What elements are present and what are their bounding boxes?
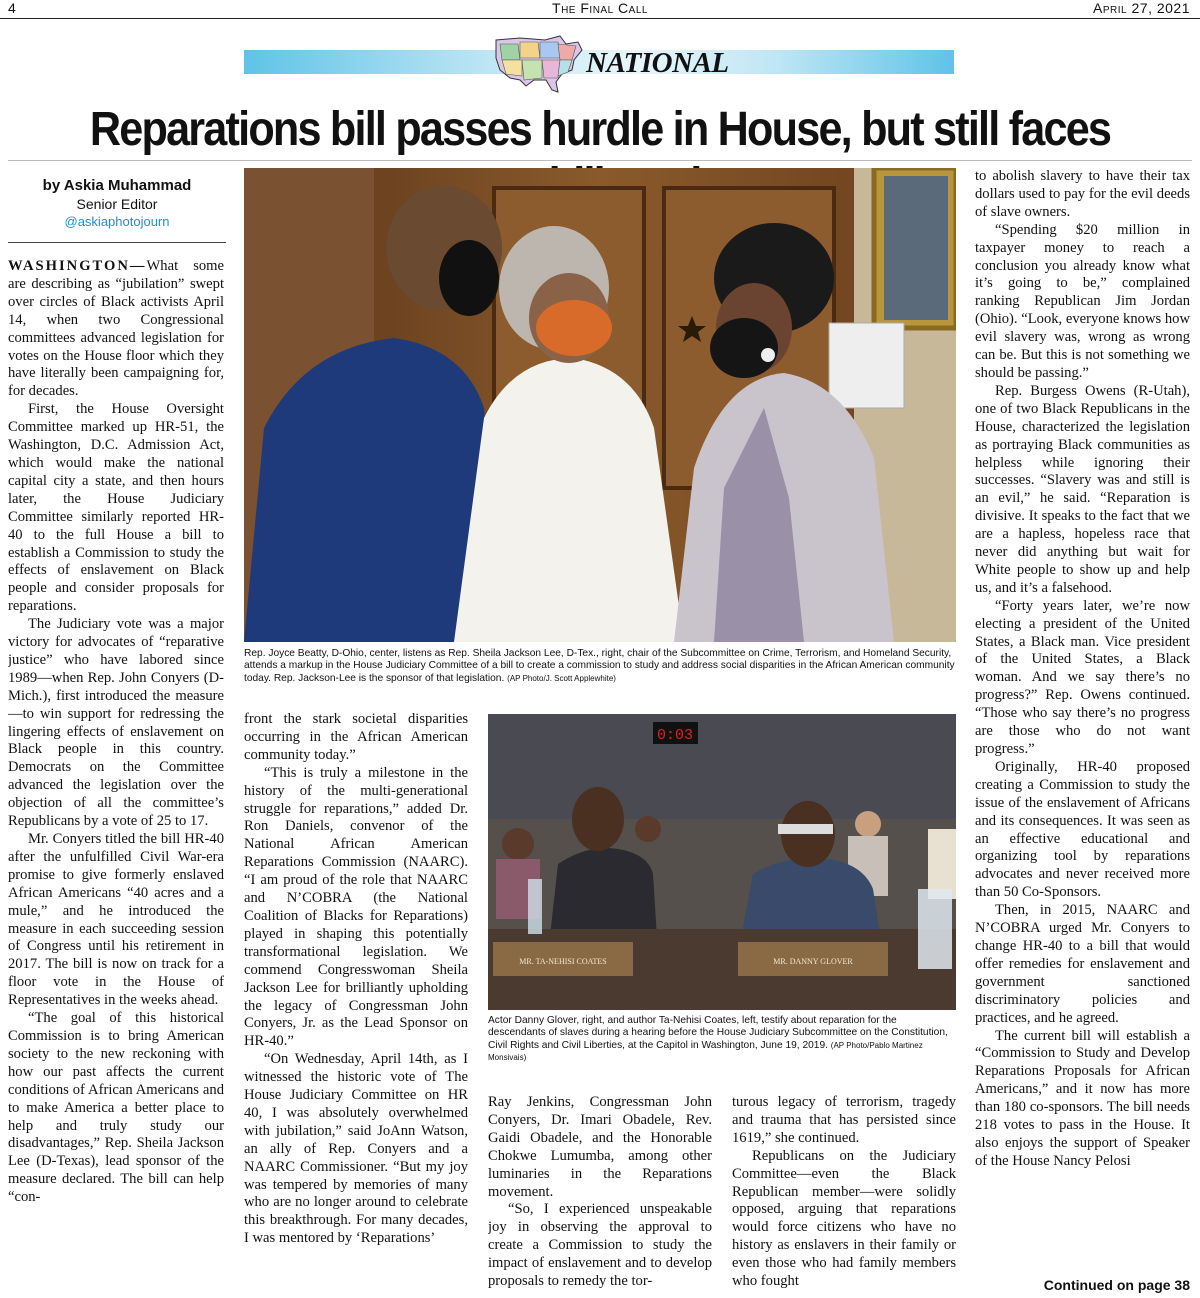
paragraph: “On Wednesday, April 14th, as I witnessed the historic vote of The House Judiciary Committee on HR 40, I was absolutely overwhelmed with jubilation,” said JoAnn Watson, an ally of Rep. Conyers and a NAARC Commissioner. “But my joy was tempered by memories of many who are no longer around to celebrate this breakthrough. For many decades, I was mentored by ‘Reparations’ [244,1051,468,1247]
nameplate-glover: MR. DANNY GLOVER [773,957,853,966]
section-label: NATIONAL [586,47,729,79]
article-column-2 [244,711,468,1289]
paragraph: Then, in 2015, NAARC and N’COBRA urged Mr. Conyers to change HR-40 to a bill that would offer remedies for enslavement and government sanctioned discriminatory policies and practices, and he agreed. [975,902,1190,1026]
dateline: WASHINGTON— [8,258,147,274]
photo-hearing-markup-caption: Rep. Joyce Beatty, D-Ohio, center, listens as Rep. Sheila Jackson Lee, D-Tex., right, chair of the Subcommittee on Crime, Terrorism, and Homeland Security, attends a markup in the House Judiciary Committee of a bill to create a commission to study and address social disparities in the African American community today. Rep. Jackson-Lee is the sponsor of that legislation. (AP Photo/J. Scott Applewhite) [244,648,955,684]
paragraph: “Spending $20 million in taxpayer money to reach a conclusion you already know what it’s going to be,” complained ranking Republican Jim Jordan (Ohio). “Look, everyone knows how evil slavery was, wrong as wrong can be. But this is not something we should be passing.” [975,221,1190,381]
paragraph: Ray Jenkins, Congressman John Conyers, Dr. Imari Obadele, Rev. Gaidi Obadele, and the Honorable Chokwe Lumumba, among other luminaries in the Reparations movement. [488,1094,712,1200]
photo-testimony-hearing [488,714,956,1010]
photo-hearing-markup [244,168,956,642]
paragraph: “Forty years later, we’re now electing a president of the United States, a Black man. Vice president of the United States, a Black woman. And we say there’s no progress?” Rep. Owens continued. “Those who say there’s no progress are those who do not want progress.” [975,597,1190,757]
byline-handle: @askiaphotojourn [64,214,170,229]
paragraph: “So, I experienced unspeakable joy in observing the approval to create a Commission to study the impact of enslavement and to develop proposals to remedy the tor- [488,1201,712,1290]
page-folio [0,0,1200,19]
photo-credit: (AP Photo/J. Scott Applewhite) [507,673,616,683]
paragraph: “The goal of this historical Commission is to bring American society to the new reckoning with how our past affects the current conditions of African Americans and to make America a better place to help and truly study our disadvantages,” Rep. Sheila Jackson Lee (D-Texas), lead sponsor of the measure declared. The bill can help “con- [8,1010,224,1206]
paragraph: “This is truly a milestone in the history of the multi-generational struggle for reparations,” added Dr. Ron Daniels, convenor of the National African American Reparations Commission (NAARC). “I am proud of the role that NAARC and N’COBRA (the National Coalition of Blacks for Reparations) played in shaping this potentially transformational legislation. We commend Congresswoman Sheila Jackson Lee for brilliantly upholding the legacy of Congressman John Conyers, Jr. as the Lead Sponsor on HR-40.” [244,764,468,1050]
headline-rule [8,160,1192,161]
byline-author: by Askia Muhammad [42,177,192,194]
byline [8,176,226,231]
paragraph: The current bill will establish a “Commission to Study and Develop Reparations Proposals for African Americans,” and it now has more than 180 co-sponsors. The bill needs 218 votes to pass in the House. It also enjoys the support of Speaker of the House Nancy Pelosi [975,1027,1190,1169]
nameplate-coates: MR. TA-NEHISI COATES [519,957,607,966]
byline-rule [8,242,226,243]
article-column-5 [975,168,1190,1272]
photo-credit: (AP Photo/Pablo Martinez Monsivais) [488,1040,923,1063]
article-column-1 [8,258,224,1290]
article-column-4 [732,1094,956,1290]
paragraph: Republicans on the Judiciary Committee—even the Black Republican member—were solidly opposed, arguing that reparations would force citizens who have no history as enslavers in their family or even those who had family members who fought [732,1147,956,1290]
paragraph: front the stark societal disparities occurring in the African American community today.” [244,711,468,763]
paragraph: First, the House Oversight Committee marked up HR-51, the Washington, D.C. Admission Act, which would make the national capital city a state, and then hours later, the House Judiciary Committee similarly reported HR-40 to the full House a bill to establish a Commission to study the effects of enslavement on Black people and consider proposals for reparations. [8,401,224,615]
byline-title: Senior Editor [76,196,158,212]
clock-readout: 0:03 [656,727,694,744]
paragraph: Mr. Conyers titled the bill HR-40 after the unfulfilled Civil War-era promise to give formerly enslaved African Americans “40 acres and a mule,” and he introduced the measure in each succeeding session of Congress until his retirement in 2017. The bill is now on track for a floor vote in the House of Representatives in the weeks ahead. [8,831,224,1009]
publication-name: The Final Call [552,0,648,16]
paragraph: WASHINGTON—What some are describing as “jubilation” swept over circles of Black activists April 14, when two Congressional committees advanced legislation for votes on the House floor which they have literally been campaigning for, for decades. [8,258,224,400]
article-column-3 [488,1094,712,1290]
paragraph: Rep. Burgess Owens (R-Utah), one of two Black Republicans in the House, characterized the legislation as portraying Black communities as helpless while ignoring their successes. “Slavery was and still is an evil,” he said. “Reparation is divisive. It speaks to the fact that we are a hapless, hopeless race that never did anything but wait for White people to show up and help us, and it’s a falsehood. [975,382,1190,596]
us-map-icon [490,30,585,98]
continued-jump-line[interactable]: Continued on page 38 [1043,1277,1190,1293]
paragraph: Originally, HR-40 proposed creating a Commission to study the issue of the enslavement of Africans and its consequences. It was seen as an effective educational and organizing tool by reparations advocates and never received more than 50 Co-Sponsors. [975,758,1190,901]
photo-testimony-caption: Actor Danny Glover, right, and author Ta-Nehisi Coates, left, testify about reparation for the descendants of slaves during a hearing before the House Judiciary Subcommittee on the Constitution, Civil Rights and Civil Liberties, at the Capitol in Washington, June 19, 2019. (AP Photo/Pablo Martinez Monsivais) [488,1015,948,1063]
paragraph: The Judiciary vote was a major victory for advocates of “reparative justice” who have labored since 1989—when Rep. John Conyers (D-Mich.), first introduced the measure—to win support for redressing the lingering effects of enslavement on Black people in this country. Democrats on the Committee advanced the legislation over the objection of all the committee’s Republicans by a vote of 25 to 17. [8,616,224,830]
paragraph: to abolish slavery to have their tax dollars used to pay for the evil deeds of slave owners. [975,168,1190,220]
issue-date: April 27, 2021 [1093,0,1190,16]
paragraph: turous legacy of terrorism, tragedy and trauma that has persisted since 1619,” she continued. [732,1094,956,1146]
headline: Reparations bill passes hurdle in House, but still faces [89,103,1111,156]
page-number: 4 [8,0,16,16]
